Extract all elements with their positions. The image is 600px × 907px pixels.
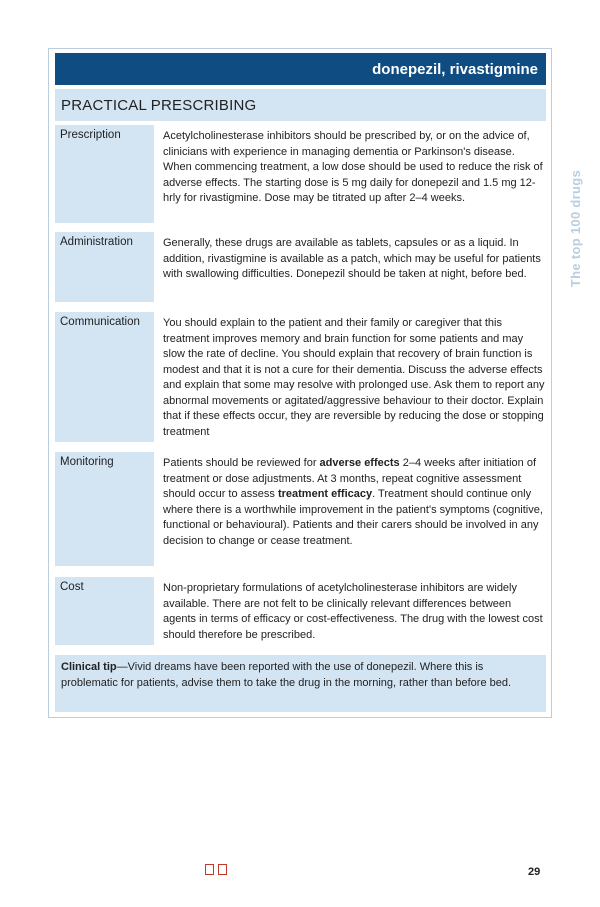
section-title: [55, 89, 546, 121]
clinical-tip-label: Clinical tip: [61, 661, 117, 673]
row-label: Prescription: [55, 125, 154, 223]
drug-header: [55, 53, 546, 85]
row-monitoring: [55, 452, 546, 566]
row-text: Generally, these drugs are available as tablets, capsules or as a liquid. In addition, rivastigmine is available as a patch, which may be useful for patients with swallowing difficulties. Donepezil should be taken at night, before bed.: [163, 237, 541, 280]
row-communication: [55, 312, 546, 442]
row-content: [163, 581, 546, 643]
emphasis-adverse-effects: adverse effects: [319, 457, 400, 469]
row-text: Acetylcholinesterase inhibitors should be prescribed by, or on the advice of, clinicians with experience in managing dementia or Parkinson's disease. When commencing treatment, a low dose should be used to reduce the risk of adverse effects. The starting dose is 5 mg daily for donepezil and 1.5 mg 12- hrly for rivastigmine. Dose may be titrated up after 2–4 weeks.: [163, 130, 543, 204]
row-label: Cost: [55, 577, 154, 645]
clinical-tip-text: —Vivid dreams have been reported with the use of donepezil. Where this is problematic for patients, advise them to take the drug in the morning, rather than before bed.: [61, 661, 512, 689]
row-administration: [55, 232, 546, 302]
emphasis-treatment-efficacy: treatment efficacy: [277, 488, 373, 500]
box-glyph-icon: [205, 864, 214, 875]
row-prescription: [55, 125, 546, 223]
row-content: [163, 236, 546, 283]
row-content: [163, 316, 546, 440]
row-cost: [55, 577, 546, 645]
row-text: Patients should be reviewed for: [163, 457, 320, 469]
row-label: Monitoring: [55, 452, 154, 566]
drug-title: donepezil, rivastigmine: [372, 60, 538, 78]
page-number: 29: [528, 866, 541, 878]
row-text: . Treatment should continue only where there is a worthwhile improvement in the patient's symptoms (cognitive, functional or behavioural). Patients and their carers should be involved in any decision to change or cease treatment.: [163, 488, 543, 547]
section-title-text: PRACTICAL PRESCRIBING: [61, 96, 257, 114]
row-content: [163, 456, 546, 549]
box-glyph-icon: [218, 864, 227, 875]
row-text: You should explain to the patient and their family or caregiver that this treatment improves memory and brain function for some patients and may slow the rate of decline. You should explain that recovery of brain function is modest and that it is not a cure for their dementia. Discuss the adverse effects and explain that some may resolve with prolonged use. Ask them to report any abnormal movements or agitated/aggressive behaviour to their doctor. Explain that if these effects occur, they are reversible by reducing the dose or stopping treatment: [163, 317, 545, 438]
row-text: Non-proprietary formulations of acetylcholinesterase inhibitors are widely available. There are not felt to be clinically relevant differences between agents in terms of efficacy or cost-effectiveness. The drug with the lowest cost should therefore be prescribed.: [163, 582, 543, 641]
side-running-title: The top 100 drugs: [568, 170, 583, 288]
row-text: 2–4 weeks after initiation of treatment or dose adjustments. At 3 months, repeat cognitive assessment should occur to assess: [163, 457, 537, 500]
row-content: [163, 129, 546, 207]
row-label: Administration: [55, 232, 154, 302]
clinical-tip: [55, 655, 546, 712]
row-label: Communication: [55, 312, 154, 442]
missing-glyph-marks: [205, 864, 227, 875]
